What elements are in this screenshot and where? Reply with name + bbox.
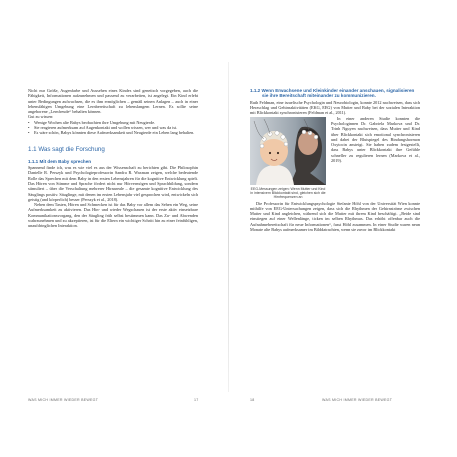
photo-caption: EEG-Messungen zeigen: Wenn Mutter und Kind in intensivem Blickkontakt sind, gleichen sich die Hirnfrequenzen an (250, 186, 326, 200)
baby-eeg-cap-illustration (250, 117, 326, 185)
eeg-baby-photo (250, 117, 326, 185)
bullet-item: • Wenige Wochen alte Babys beobachten ihre Umgebung mit Neugierde. (34, 120, 198, 125)
left-running-head: WAS MICH IMMER WIEDER BEWEGT (28, 398, 99, 402)
intro-paragraph: Nicht nur Größe, Augenfarbe und Aussehen eines Kindes sind genetisch vorgegeben, auch die Fähigkeit, Informationen aufzunehmen und passend zu verarbeiten, ist angelegt. Ein Kind erlebt unter Bedingungen aufwachsen, die es ihm ermöglichen – gemäß seinen Anlagen – auch in einer lebensfähigen Umgebung eine Lernbereitschaft zu lebenslangem Lernen. Es sollte seine angeborene „Lernfreude“ behalten können. (28, 88, 198, 115)
bullets-intro: Gut zu wissen: (28, 114, 54, 120)
bullet-item: • Sie reagieren aufmerksam auf Augenkontakt und wollen wissen, wer und was da ist. (34, 125, 198, 130)
right-running-head: WAS MICH IMMER WIEDER BEWEGT (322, 398, 393, 402)
book-gutter (228, 62, 229, 392)
right-page (250, 88, 420, 232)
photo-figure (250, 117, 326, 200)
subsection-heading: 1.1.1 Mit dem Baby sprechen (28, 158, 92, 164)
lead-paragraph: Ruth Feldman, eine israelische Psychologin und Neurobiologin, konnte 2012 nachweisen, dass sich Herzschlag und Gehirnaktivitäten (EKG, EEG) von Mutter und Baby bei der sozialen Interaktion mit Blickkontakt synchronisieren (Feldman et al., 2011). (250, 99, 420, 116)
bullet-item: • Es wäre schön, Babys könnten diese Aufmerksamkeit und Neugierde ein Leben lang behalten. (34, 130, 198, 135)
body-paragraph: In einer anderen Studie konnten die Psychologinnen Dr. Gabriela Markova und Dr. Trinh Nguyen nachweisen, dass Mutter und Kind über Blickkontakt sich emotional synchronisieren und dabei der Blutspiegel des Bindungshormon Oxytocin ansteigt. Sie haben zudem festgestellt, dass Babys unter Blickkontakt ihre Gefühle schneller zu regulieren lernen (Markova et al., 2019). (331, 115, 420, 164)
left-page-number: 17 (194, 398, 199, 402)
body-paragraph: Neben dem Tasten, Hören und Schmecken ist für das Baby vor allem das Sehen ein Weg, seine Aufmerksamkeit zu aktivieren. Das Hin- und wieder Wegschauen ist der erste aktiv einsetzbare Kommunikationsvorgang, den der Säugling früh selbst bestimmen kann. Das Zu- und Abwenden wahrzunehmen und zu akzeptieren, ist für die Eltern ein wichtiger Schritt hin zu einer feinfühligen, unaufdringlichen Interaktion. (28, 202, 198, 229)
bullet-list (28, 120, 198, 136)
right-page-number: 18 (250, 398, 255, 402)
left-page (28, 88, 198, 229)
body-paragraph: Spannend finde ich, was es wie viel es aus der Wissenschaft zu berichten gibt. Die Philosophin Danielle R. Perszyk und Psychologieprofessorin Sandra R. Waxman zeigen, welche bedeutende Rolle das Sprechen mit dem Baby in den ersten Lebensjahren für die kognitive Entwicklung spielt. Das Hören von Stimme und Sprache fördert nicht nur Hörvermögen und Sprachbildung, sondern stimuliert – über die Verschaltung mehrerer Hirnareale – die gesamte kognitive Entwicklung des Säuglings positiv. Säuglinge, mit denen im ersten Lebensjahr viel gesprochen wird, entwickeln sich geistig (und körperlich) besser (Perszyk et al., 2018). (28, 165, 198, 202)
section-heading: 1.1 Was sagt die Forschung (28, 145, 105, 153)
subsection-heading: 1.1.2 Wenn Erwachsene und Kleinkinder einander anschauen, signalisieren sie ihre Bereitschaft miteinander zu kommunizieren. (250, 88, 415, 99)
body-paragraph: Die Professorin für Entwicklungspsychologie Stefanie Höhl von der Universität Wien konnte mithilfe von EEG-Untersuchungen zeigen, dass sich die Rhythmen der Gehirnströme zwischen Mutter und Kind angleichen, während sich die Mutter mit ihrem Kind beschäftigt. „Beide sind einstiegen auf einer Wellenlänge, ticken im selben Rhythmus. Das erhöht offenbar auch die Aufnahmebereitschaft für neue Informationen“, fasst Höhl zusammen. In einer Studie waren neun Monate alte Babys aufmerksamer im Bilddatrachten, wenn sie zuvor im Blickkontakt (250, 200, 420, 233)
